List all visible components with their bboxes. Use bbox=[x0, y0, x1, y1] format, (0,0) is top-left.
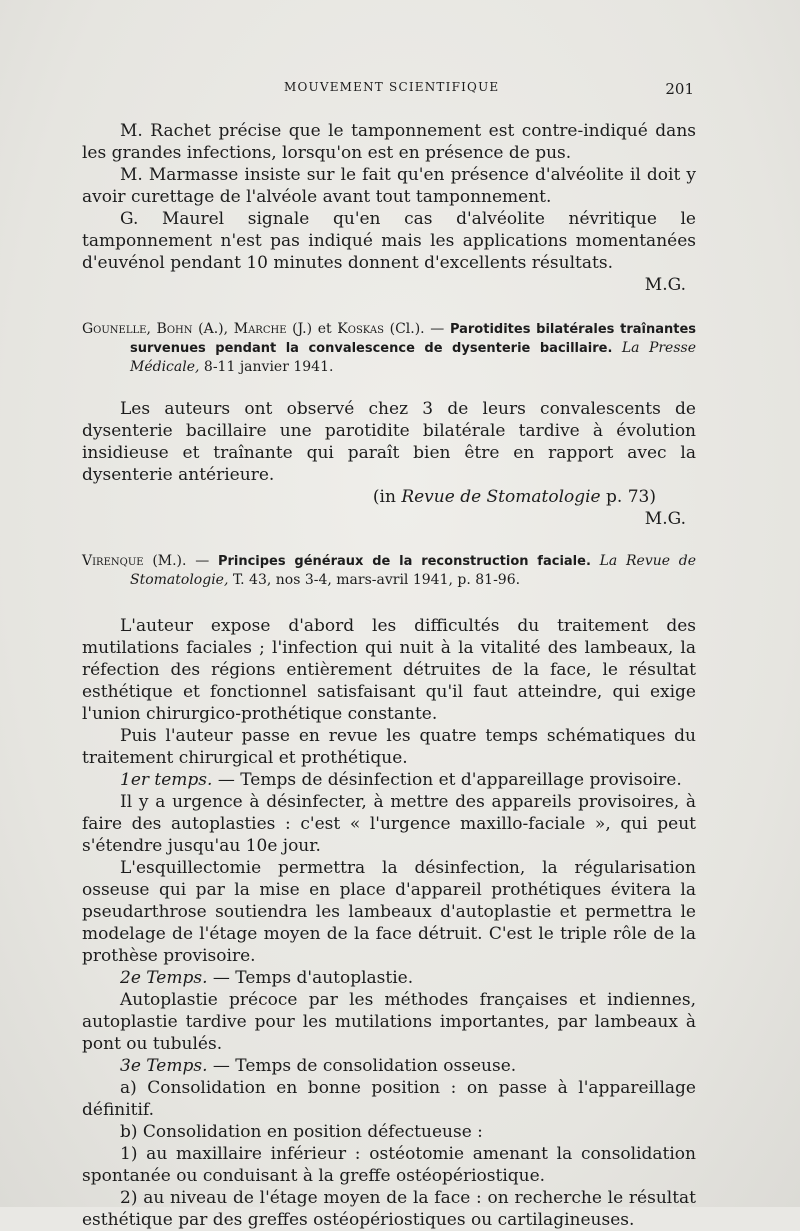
paragraph-rachet: M. Rachet précise que le tamponnement est contre-indiqué dans les grandes infections, lorsqu'on est en présence de pus. bbox=[82, 121, 696, 163]
ref-author: Koskas bbox=[337, 321, 384, 337]
ref-author: Marche bbox=[233, 321, 287, 337]
paragraph-maurel: G. Maurel signale qu'en cas d'alvéolite névritique le tamponnement n'est pas indiqué mais les applications momentanées d'euvénol pendant 10 minutes donnent d'excellents résultats. bbox=[82, 209, 696, 273]
ref-details: T. 43, nos 3-4, mars-avril 1941, p. 81-96. bbox=[232, 572, 521, 588]
reference-gounelle bbox=[82, 320, 696, 376]
paragraph-quatre-temps: Puis l'auteur passe en revue les quatre temps schématiques du traitement chirurgical et prothétique. bbox=[82, 726, 696, 768]
page-body bbox=[82, 120, 696, 1231]
ref-author-initial: (J.) et bbox=[292, 321, 332, 337]
ref-authors: Gounelle, Bohn bbox=[82, 321, 193, 337]
item-b: b) Consolidation en position défectueuse : bbox=[120, 1122, 483, 1142]
page-header bbox=[0, 80, 800, 100]
ref-journal: La Revue de Stomatologie, bbox=[130, 553, 697, 588]
page-number: 201 bbox=[665, 80, 694, 98]
ref-author: Virenque bbox=[82, 553, 144, 569]
item-b1: 1) au maxillaire inférieur : ostéotomie amenant la consolidation spontanée ou conduisant à la greffe ostéopériostique. bbox=[82, 1144, 696, 1186]
source-journal: Revue de Stomatologie bbox=[401, 487, 601, 507]
signature: M.G. bbox=[644, 509, 686, 529]
paragraph-parotidites: Les auteurs ont observé chez 3 de leurs convalescents de dysenterie bacillaire une parotidite bilatérale tardive à évolution insidieuse et traînante qui paraît bien être en rapport avec la dysenterie antérieure. bbox=[82, 399, 696, 485]
temps-2-heading bbox=[82, 967, 696, 989]
ref-author-initial: (M.). — bbox=[152, 553, 210, 569]
item-b2: 2) au niveau de l'étage moyen de la face : on recherche le résultat esthétique par des greffes ostéopériostiques ou cartilagineuses. bbox=[82, 1188, 696, 1230]
ref-author-initial: (Cl.). — bbox=[389, 321, 445, 337]
paragraph-urgence: Il y a urgence à désinfecter, à mettre des appareils provisoires, à faire des autoplasties : c'est « l'urgence maxillo-faciale », qui peut s'étendre jusqu'au 10e jour. bbox=[82, 792, 696, 856]
ref-title: Parotidites bilatérales traînantes survenues pendant la convalescence de dysenterie bacillaire. bbox=[130, 322, 697, 356]
ref-date: 8-11 janvier 1941. bbox=[203, 359, 334, 375]
paragraph-marmasse: M. Marmasse insiste sur le fait qu'en présence d'alvéolite il doit y avoir curettage de l'alvéole avant tout tamponnement. bbox=[82, 165, 696, 207]
source-citation bbox=[82, 486, 696, 508]
signature: M.G. bbox=[644, 275, 686, 295]
paragraph-esquillectomie: L'esquillectomie permettra la désinfection, la régularisation osseuse qui par la mise en place d'appareil prothétiques évitera la pseudarthrose soutiendra les lambeaux d'autoplastie et permettra le modelage de l'étage moyen de la face détruit. C'est le triple rôle de la prothèse provisoire. bbox=[82, 858, 696, 966]
ref-journal: La Presse Médicale, bbox=[130, 340, 696, 375]
temps-1-label: 1er temps. bbox=[120, 770, 213, 790]
ref-author-initial: (A.), bbox=[198, 321, 229, 337]
temps-1-text: — Temps de désinfection et d'appareillage provisoire. bbox=[217, 770, 682, 790]
ref-title: Principes généraux de la reconstruction faciale. bbox=[217, 554, 591, 569]
temps-2-label: 2e Temps. bbox=[120, 968, 208, 988]
reference-virenque bbox=[82, 552, 696, 589]
paragraph-difficultes: L'auteur expose d'abord les difficultés du traitement des mutilations faciales ; l'infection qui nuit à la vitalité des lambeaux, la réfection des régions entièrement détruites de la face, le résultat esthétique et fonctionnel satisfaisant qu'il faut atteindre, qui exige l'union chirurgico-prothétique constante. bbox=[82, 616, 696, 724]
temps-3-label: 3e Temps. bbox=[120, 1056, 208, 1076]
temps-1-heading bbox=[82, 769, 696, 791]
temps-2-text: — Temps d'autoplastie. bbox=[212, 968, 414, 988]
paragraph-autoplastie: Autoplastie précoce par les méthodes françaises et indiennes, autoplastie tardive pour les mutilations importantes, par lambeaux à pont ou tubulés. bbox=[82, 990, 696, 1054]
temps-3-text: — Temps de consolidation osseuse. bbox=[212, 1056, 517, 1076]
item-a: a) Consolidation en bonne position : on passe à l'appareillage définitif. bbox=[82, 1078, 696, 1120]
running-title: MOUVEMENT SCIENTIFIQUE bbox=[284, 80, 500, 94]
temps-3-heading bbox=[82, 1055, 696, 1077]
source-prefix: (in bbox=[372, 487, 396, 507]
source-suffix: p. 73) bbox=[606, 487, 656, 507]
